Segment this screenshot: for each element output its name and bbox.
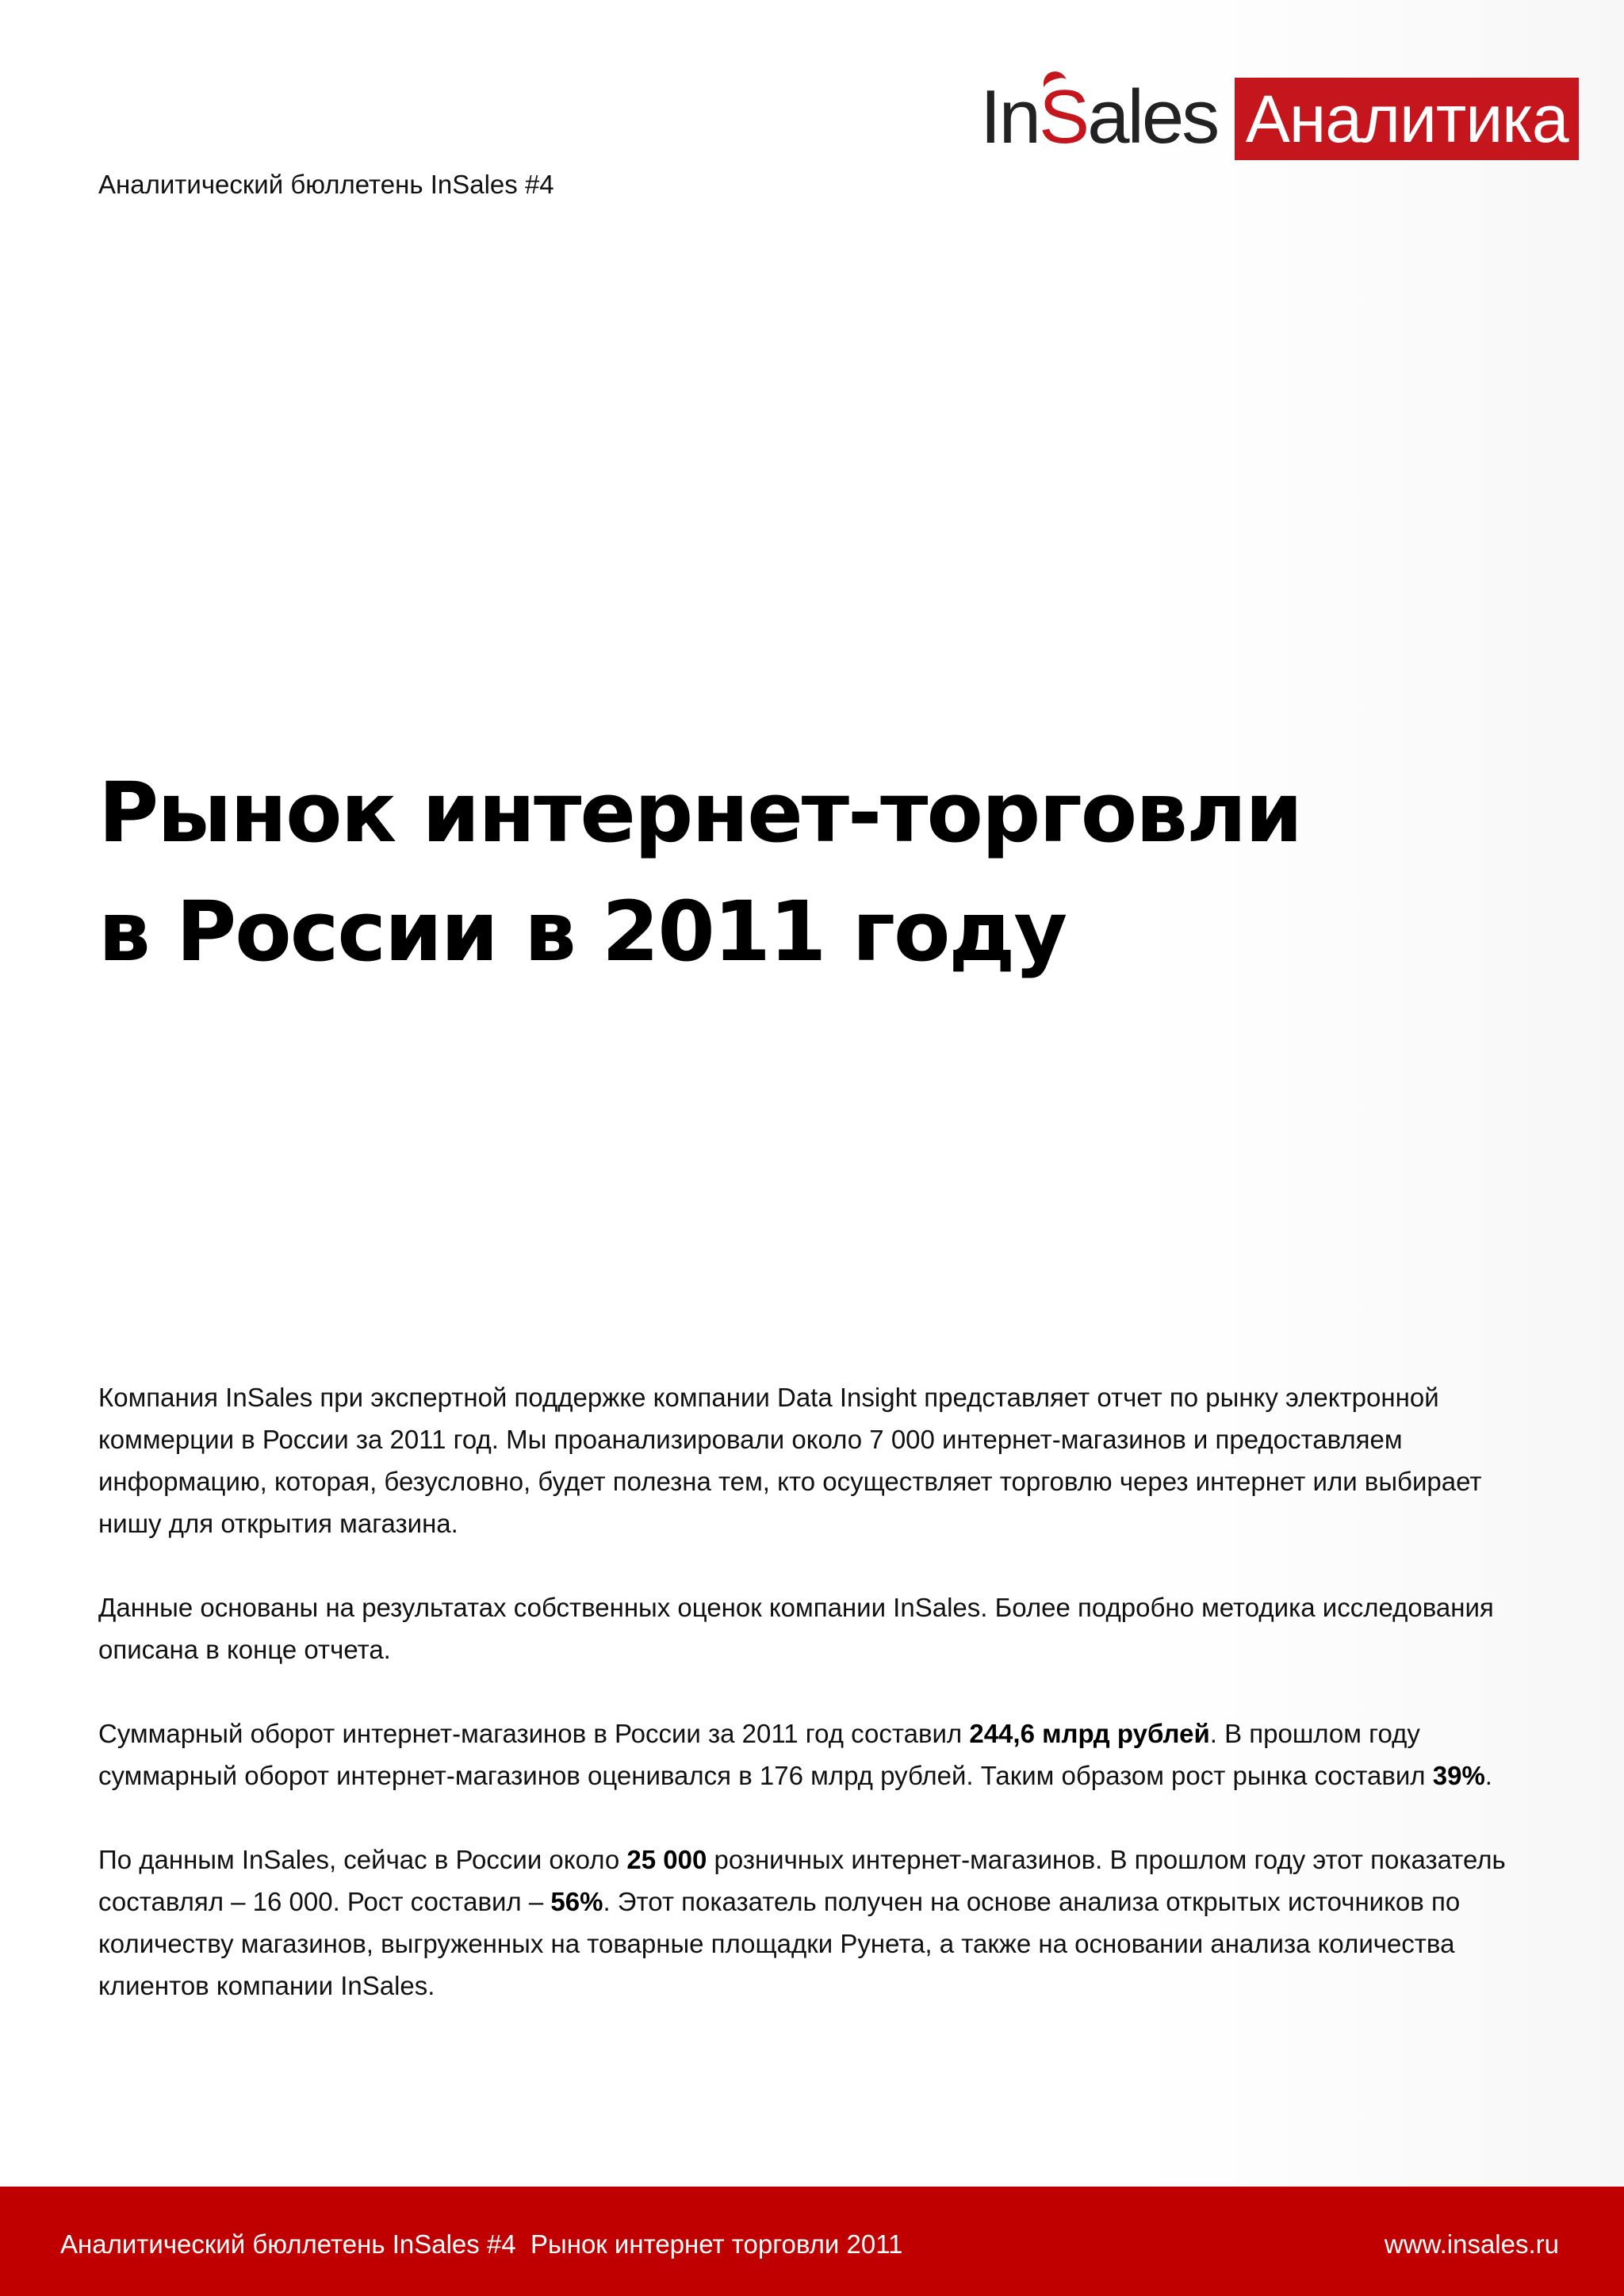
report-body — [98, 1376, 1542, 2049]
turnover-text-a: Суммарный оборот интернет-магазинов в России за 2011 год составил — [98, 1719, 970, 1748]
stores-text-c: розничных интернет-магазинов. В прошлом году этот показатель составлял – 16 000. Рост составил – — [98, 1845, 1506, 1916]
stores-growth: 56% — [550, 1887, 603, 1916]
paragraph-store-count — [98, 1839, 1542, 2007]
stores-count: 25 000 — [626, 1845, 707, 1874]
footer-bar — [0, 2187, 1624, 2296]
logo-analytics-box: Аналитика — [1235, 78, 1579, 160]
stores-text-e: . Этот показатель получен на основе анализа открытых источников по количеству магазинов, выгруженных на товарные площадки Рунета, а также на основании анализа количества клиентов компании InSales. — [98, 1887, 1461, 2000]
stores-text-a: По данным InSales, сейчас в России около — [98, 1845, 627, 1874]
page-title — [98, 753, 1301, 991]
logo-wordmark — [980, 75, 1218, 159]
footer-bulletin-title: Аналитический бюллетень InSales #4 Рынок интернет торговли 2011 — [60, 2229, 903, 2259]
turnover-text-c: . В прошлом году суммарный оборот интернет-магазинов оценивался в 176 млрд рублей. Таким образом рост рынка составил — [98, 1719, 1433, 1790]
turnover-growth: 39% — [1432, 1761, 1485, 1790]
paragraph-methodology: Данные основаны на результатах собственных оценок компании InSales. Более подробно методика исследования описана в конце отчета. — [98, 1593, 1494, 1664]
insales-analytics-logo — [980, 65, 1579, 160]
footer-website-link[interactable]: www.insales.ru — [1384, 2229, 1559, 2259]
paragraph-intro: Компания InSales при экспертной поддержке компании Data Insight представляет отчет по рынку электронной коммерции в России за 2011 год. Мы проанализировали около 7 000 интернет-магазинов и предоставляем информацию, которая, безусловно, будет полезна тем, кто осуществляет торговлю через интернет или выбирает нишу для открытия магазина. — [98, 1383, 1482, 1538]
bulletin-label: Аналитический бюллетень InSales #4 — [98, 170, 554, 199]
logo-text-in: In — [980, 75, 1040, 159]
title-line-2: в России в 2011 году — [98, 883, 1067, 980]
turnover-text-e: . — [1484, 1761, 1492, 1790]
paragraph-turnover — [98, 1712, 1542, 1797]
turnover-value: 244,6 млрд рублей — [969, 1719, 1210, 1748]
logo-text-s: S — [1039, 75, 1088, 159]
title-line-1: Рынок интернет-торговли — [98, 764, 1301, 861]
logo-text-ales: ales — [1087, 75, 1218, 159]
